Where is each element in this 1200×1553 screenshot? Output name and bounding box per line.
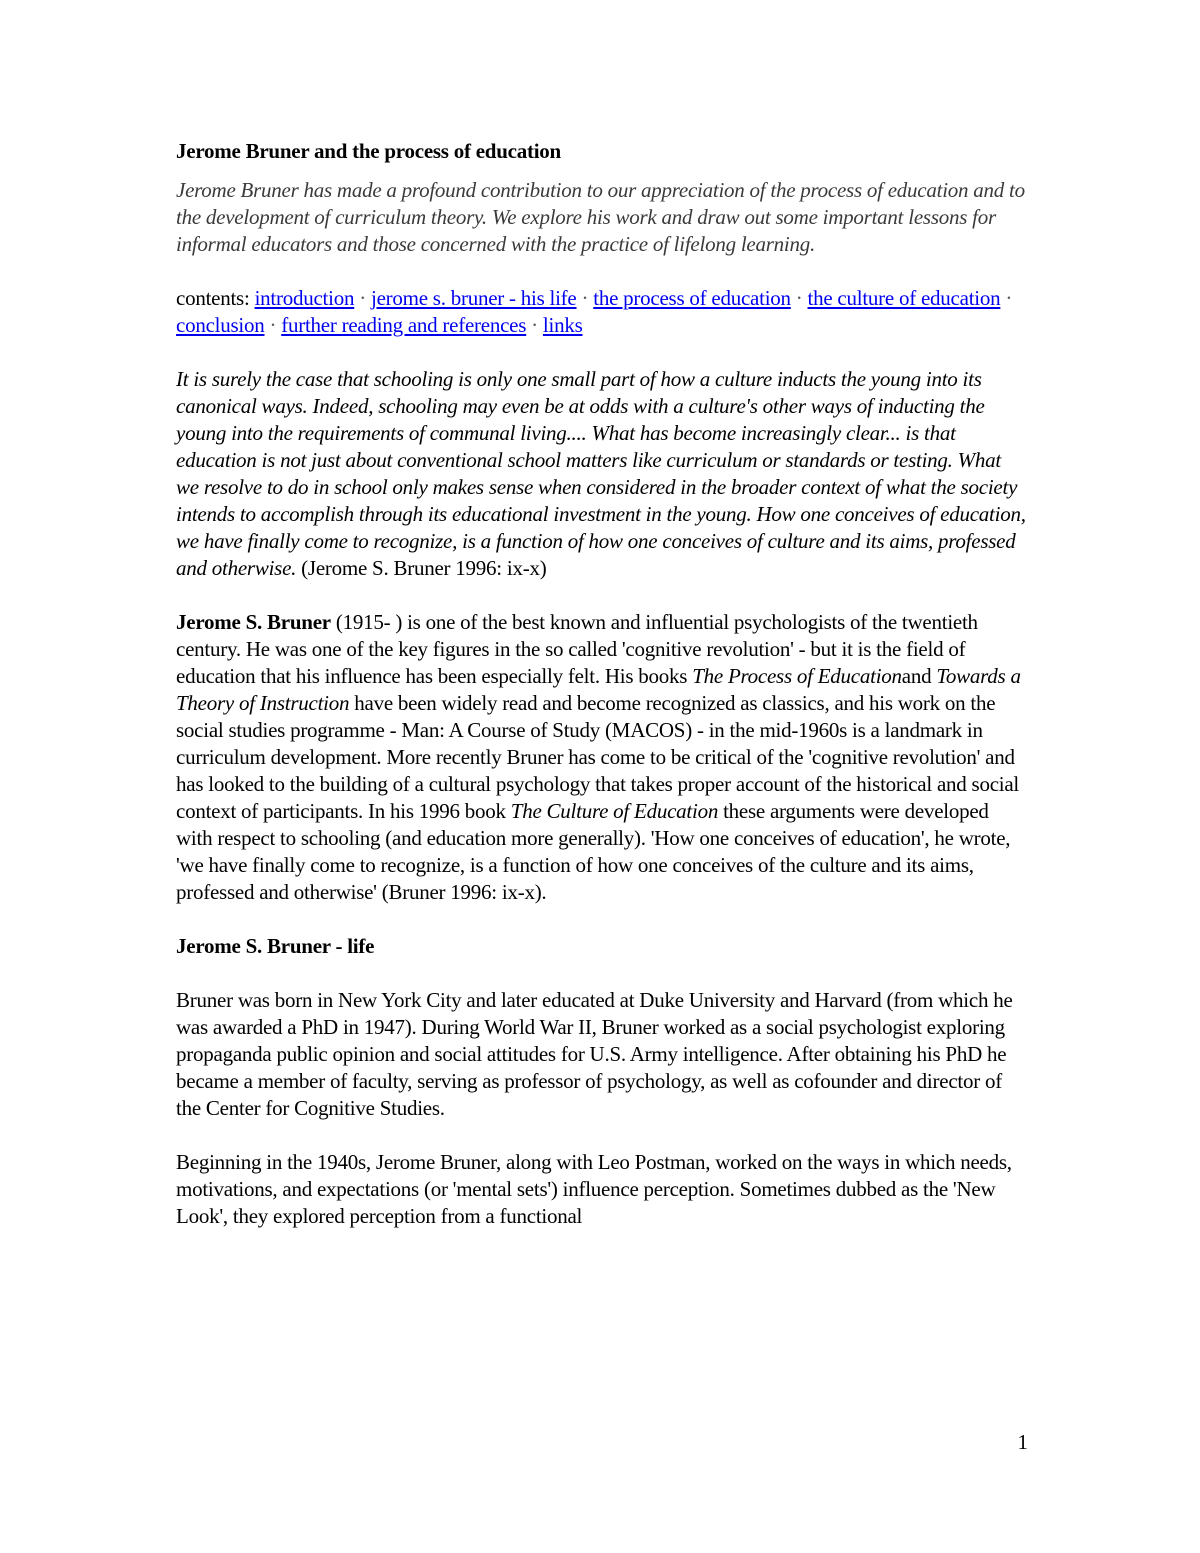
contents-label: contents: xyxy=(176,286,255,310)
life-paragraph: Beginning in the 1940s, Jerome Bruner, along with Leo Postman, worked on the ways in which needs, motivations, and expectations (or 'mental sets') influence perception. Sometimes dubbed as the 'New Look', they explored perception from a functional xyxy=(176,1150,1012,1228)
bio-paragraph xyxy=(176,609,1026,906)
bio-name: Jerome S. Bruner xyxy=(176,610,331,634)
document-title: Jerome Bruner and the process of education xyxy=(176,139,561,163)
contents-separator: · xyxy=(354,286,371,310)
contents-separator: · xyxy=(576,286,594,310)
quote-text: It is surely the case that schooling is only one small part of how a culture inducts the young into its canonical ways. Indeed, schooling may even be at odds with a culture's other ways of inducting the young into the requirements of communal living.... What has become increasingly clear... is that education is not just about conventional school matters like curriculum or standards or testing. What we resolve to do in school only makes sense when considered in the broader context of what the society intends to accomplish through its educational investment in the young. How one conceives of education, we have finally come to recognize, is a function of how one conceives of culture and its aims, professed and otherwise. xyxy=(176,367,1026,580)
book-title: Towards a Theory of Instruction xyxy=(176,664,1021,715)
contents-separator: · xyxy=(790,286,808,310)
section-heading-life: Jerome S. Bruner - life xyxy=(176,934,375,958)
book-title: The Culture of Education xyxy=(510,799,719,823)
contents-separator: · xyxy=(1000,286,1013,310)
contents-link-further-reading[interactable]: further reading and references xyxy=(281,313,527,337)
bio-text: and xyxy=(901,664,937,688)
contents-nav xyxy=(176,285,1026,339)
contents-separator: · xyxy=(526,313,543,337)
bio-text: have been widely read and become recognized as classics, and his work on the social studies programme - Man: A Course of Study (MACOS) - in the mid-1960s is a landmark in curriculum development. More recently Bruner has come to be critical of the 'cognitive revolution' and has looked to the building of a cultural psychology that takes proper account of the historical and social context of participants. In his 1996 book xyxy=(176,691,1020,823)
book-title: The Process of Education xyxy=(692,664,902,688)
contents-link-links[interactable]: links xyxy=(542,313,583,337)
bio-text: these arguments were developed with respect to schooling (and education more generally). 'How one conceives of education', he wrote, 'we have finally come to recognize, is a function of how one conceives of the culture and its aims, professed and otherwise' (Bruner 1996: ix-x). xyxy=(176,799,1011,904)
page-number: 1 xyxy=(1017,1430,1028,1454)
abstract: Jerome Bruner has made a profound contribution to our appreciation of the process of education and to the development of curriculum theory. We explore his work and draw out some important lessons for informal educators and those concerned with the practice of lifelong learning. xyxy=(176,178,1025,256)
contents-link-process-of-education[interactable]: the process of education xyxy=(593,286,791,310)
document-page xyxy=(176,138,1026,1230)
bio-text: (1915- ) is one of the best known and influential psychologists of the twentieth century. He was one of the key figures in the so called 'cognitive revolution' - but it is the field of education that his influence has been especially felt. His books xyxy=(176,610,978,688)
contents-separator: · xyxy=(264,313,282,337)
contents-link-conclusion[interactable]: conclusion xyxy=(176,313,265,337)
epigraph-quote xyxy=(176,366,1026,582)
contents-link-culture-of-education[interactable]: the culture of education xyxy=(807,286,1001,310)
contents-link-introduction[interactable]: introduction xyxy=(254,286,355,310)
life-paragraph: Bruner was born in New York City and later educated at Duke University and Harvard (from which he was awarded a PhD in 1947). During World War II, Bruner worked as a social psychologist exploring propaganda public opinion and social attitudes for U.S. Army intelligence. After obtaining his PhD he became a member of faculty, serving as professor of psychology, as well as cofounder and director of the Center for Cognitive Studies. xyxy=(176,988,1013,1120)
contents-link-life[interactable]: jerome s. bruner - his life xyxy=(370,286,577,310)
quote-citation: (Jerome S. Bruner 1996: ix-x) xyxy=(296,556,547,580)
